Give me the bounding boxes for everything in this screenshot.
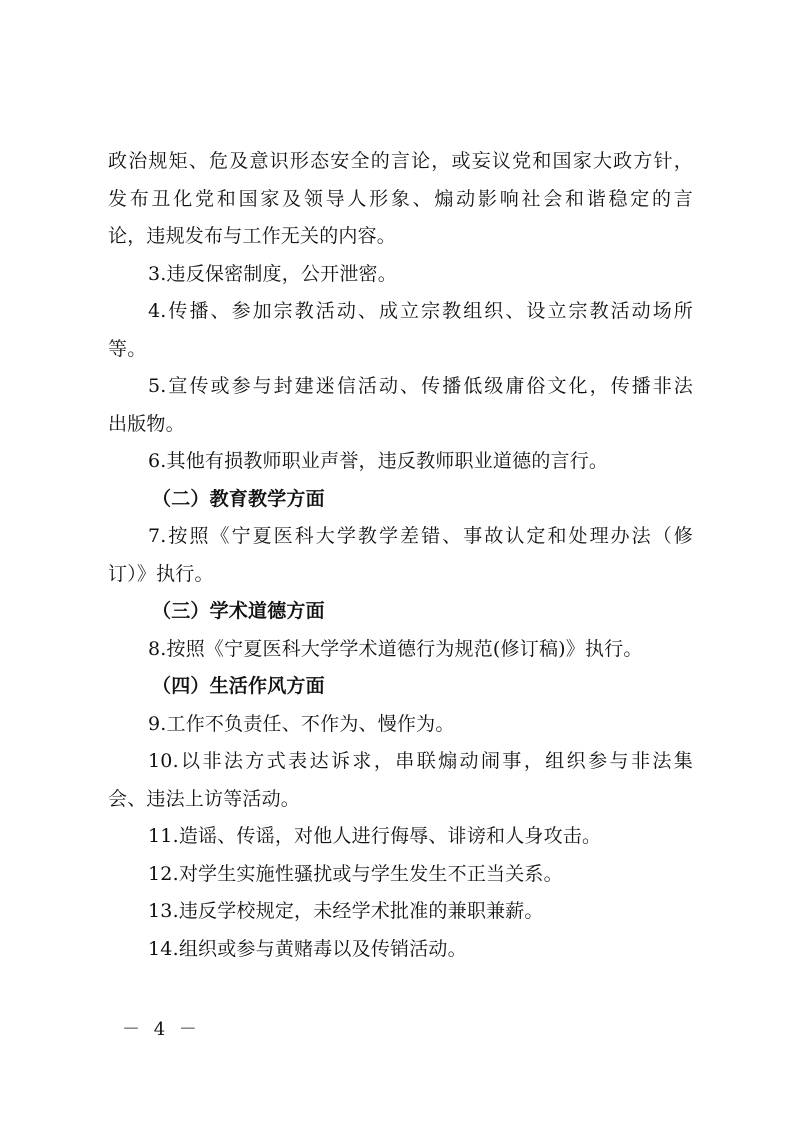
item-5-line-2: 出版物。 <box>108 412 185 435</box>
section-heading-academic-ethics: （三）学术道德方面 <box>152 600 325 622</box>
item-9: 9.工作不负责任、不作为、慢作为。 <box>148 712 455 735</box>
text-line-continuation-1: 政治规矩、危及意识形态安全的言论，或妄议党和国家大政方针， <box>108 150 693 172</box>
item-4-line-2: 等。 <box>108 337 147 360</box>
item-11: 11.造谣、传谣，对他人进行侮辱、诽谤和人身攻击。 <box>148 825 602 847</box>
item-5-line-1: 5.宣传或参与封建迷信活动、传播低级庸俗文化，传播非法 <box>148 375 693 397</box>
text-line-continuation-2: 发布丑化党和国家及领导人形象、煽动影响社会和谐稳定的言 <box>108 187 693 210</box>
item-12: 12.对学生实施性骚扰或与学生发生不正当关系。 <box>148 862 563 885</box>
item-10-line-1: 10.以非法方式表达诉求，串联煽动闹事，组织参与非法集 <box>148 750 693 772</box>
section-heading-life-style: （四）生活作风方面 <box>152 675 325 697</box>
page-number: － 4 － <box>122 1019 201 1040</box>
item-4-line-1: 4.传播、参加宗教活动、成立宗教组织、设立宗教活动场所 <box>148 300 693 322</box>
item-13: 13.违反学校规定，未经学术批准的兼职兼薪。 <box>148 900 544 922</box>
item-10-line-2: 会、违法上访等活动。 <box>108 787 301 810</box>
item-6: 6.其他有损教师职业声誉，违反教师职业道德的言行。 <box>148 450 609 472</box>
item-7-line-1: 7.按照《宁夏医科大学教学差错、事故认定和处理办法（修 <box>148 525 693 547</box>
document-body <box>108 143 693 968</box>
section-heading-teaching: （二）教育教学方面 <box>152 487 325 510</box>
item-3: 3.违反保密制度，公开泄密。 <box>148 262 397 285</box>
item-8: 8.按照《宁夏医科大学学术道德行为规范(修订稿)》执行。 <box>148 637 643 660</box>
text-line-continuation-3: 论，违规发布与工作无关的内容。 <box>108 225 397 247</box>
item-7-line-2: 订）》执行。 <box>108 562 214 585</box>
item-14: 14.组织或参与黄赌毒以及传销活动。 <box>148 937 467 960</box>
